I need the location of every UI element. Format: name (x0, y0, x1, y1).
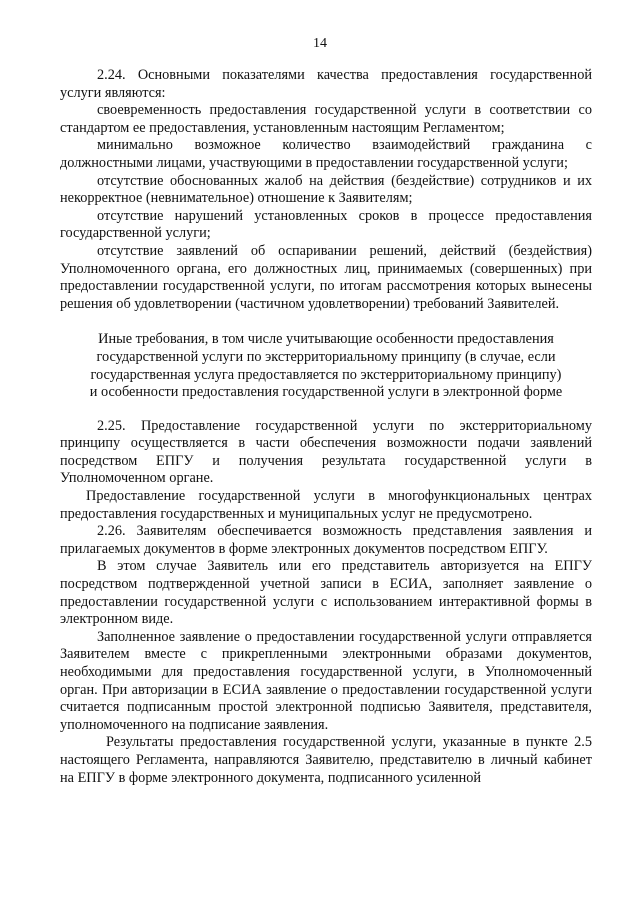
heading-line: и особенности предоставления государственной услуги в электронной форме (89, 384, 563, 401)
paragraph-no-appeals: отсутствие заявлений об оспаривании решений, действий (бездействия) Уполномоченного органа, его должностных лиц, принимаемых (совершенных) при предоставлении государственной услуги, по итогам рассмотрения которых вынесены решения об удовлетворении (частичном удовлетворении) требований Заявителей. (60, 242, 592, 312)
paragraph-2-25: 2.25. Предоставление государственной услуги по экстерриториальному принципу осуществляется в части обеспечения возможности подачи заявлений посредством ЕПГУ и получения результата государственной услуги в Уполномоченном органе. (60, 417, 592, 487)
heading-line: государственной услуги по экстерриториальному принципу (в случае, если (96, 348, 556, 365)
page-number: 14 (313, 36, 327, 51)
paragraph-submission: Заполненное заявление о предоставлении государственной услуги отправляется Заявителем вместе с прикрепленными электронными образами документов, необходимыми для предоставления государственной услуги, в Уполномоченный орган. При авторизации в ЕСИА заявление о предоставлении государственной услуги считается подписанным простой электронной подписью Заявителя, представителя, уполномоченного на подписание заявления. (60, 628, 592, 733)
paragraph-2-24: 2.24. Основными показателями качества предоставления государственной услуги являются: (60, 67, 592, 101)
paragraph-esia-auth: В этом случае Заявитель или его представитель авторизуется на ЕПГУ посредством подтвержденной учетной записи в ЕСИА, заполняет заявление о предоставлении государственной услуги с использованием интерактивной формы в электронном виде. (60, 558, 592, 628)
heading-line: государственная услуга предоставляется по экстерриториальному принципу) (90, 366, 562, 383)
paragraph-no-violations: отсутствие нарушений установленных сроков в процессе предоставления государственной услуги; (60, 207, 592, 242)
document-body (60, 67, 592, 787)
paragraph-no-complaints: отсутствие обоснованных жалоб на действия (бездействие) сотрудников и их некорректное (невнимательное) отношение к Заявителям; (60, 172, 592, 207)
paragraph-mfc: Предоставление государственной услуги в многофункциональных центрах предоставления государственных и муниципальных услуг не предусмотрено. (60, 488, 592, 522)
paragraph-results: Результаты предоставления государственной услуги, указанные в пункте 2.5 настоящего Регламента, направляются Заявителю, представителю в личный кабинет на ЕПГУ в форме электронного документа, подписанного усиленной (60, 734, 592, 786)
paragraph-min-interactions: минимально возможное количество взаимодействий гражданина с должностными лицами, участвующими в предоставлении государственной услуги; (60, 137, 592, 171)
paragraph-2-26: 2.26. Заявителям обеспечивается возможность представления заявления и прилагаемых документов в форме электронных документов посредством ЕПГУ. (60, 523, 592, 557)
heading-line: Иные требования, в том числе учитывающие особенности предоставления (98, 331, 554, 348)
section-heading (60, 331, 592, 401)
paragraph-timeliness: своевременность предоставления государственной услуги в соответствии со стандартом ее предоставления, установленным настоящим Регламентом; (60, 102, 592, 136)
